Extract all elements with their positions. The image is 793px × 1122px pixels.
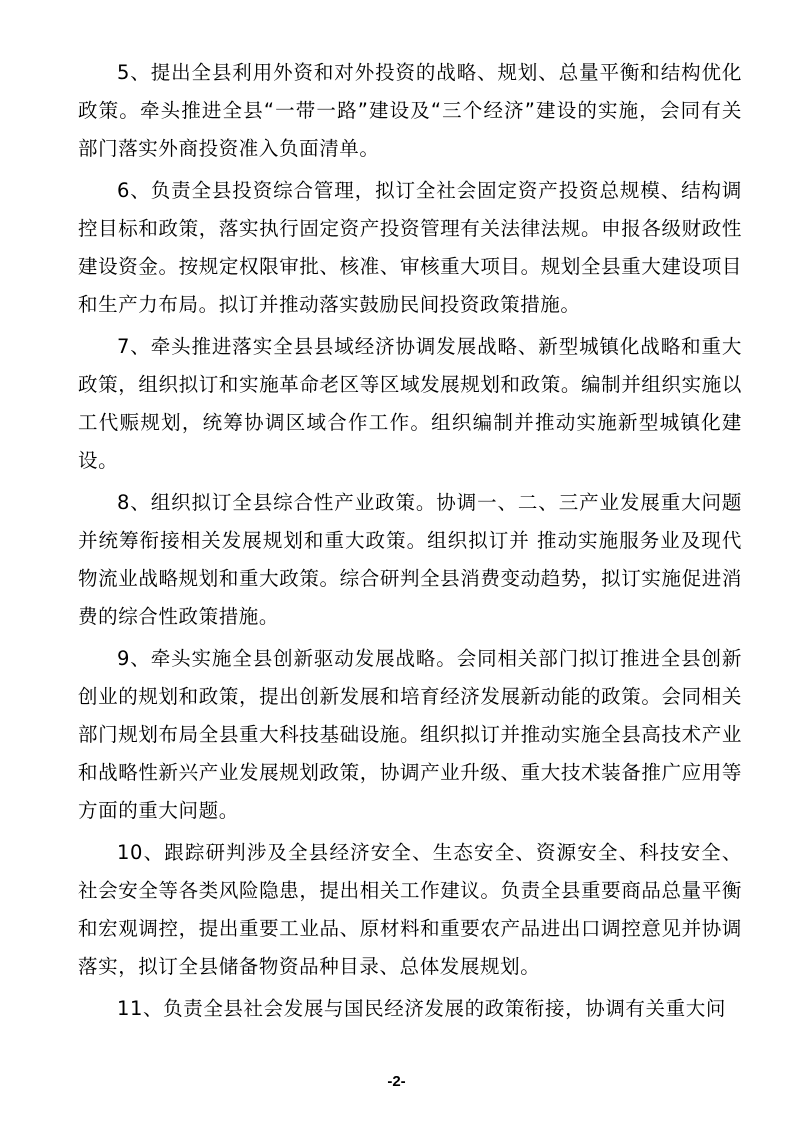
page-number: -2- <box>387 1073 406 1090</box>
paragraph-item-5: 5、提出全县利用外资和对外投资的战略、规划、总量平衡和结构优化政策。牵头推进全县“一带一路”建设及“三个经济”建设的实施，会同有关部门落实外商投资准入负面清单。 <box>78 61 742 160</box>
paragraph-item-7: 7、牵头推进落实全县县域经济协调发展战略、新型城镇化战略和重大政策，组织拟订和实施革命老区等区域发展规划和政策。编制并组织实施以工代赈规划，统筹协调区域合作工作。组织编制并推动实施新型城镇化建设。 <box>78 335 742 472</box>
paragraph-item-8: 8、组织拟订全县综合性产业政策。协调一、二、三产业发展重大问题并统筹衔接相关发展规划和重大政策。组织拟订并 推动实施服务业及现代物流业战略规划和重大政策。综合研判全县消费变动趋势，拟订实施促进消费的综合性政策措施。 <box>78 491 742 628</box>
paragraph-item-6: 6、负责全县投资综合管理，拟订全社会固定资产投资总规模、结构调控目标和政策，落实执行固定资产投资管理有关法律法规。申报各级财政性建设资金。按规定权限审批、核准、审核重大项目。规划全县重大建设项目和生产力布局。拟订并推动落实鼓励民间投资政策措施。 <box>78 179 742 316</box>
paragraph-item-9: 9、牵头实施全县创新驱动发展战略。会同相关部门拟订推进全县创新创业的规划和政策，提出创新发展和培育经济发展新动能的政策。会同相关部门规划布局全县重大科技基础设施。组织拟订并推动实施全县高技术产业和战略性新兴产业发展规划政策，协调产业升级、重大技术装备推广应用等方面的重大问题。 <box>78 647 742 822</box>
document-body <box>78 54 742 1032</box>
paragraph-item-10: 10、跟踪研判涉及全县经济安全、生态安全、资源安全、科技安全、社会安全等各类风险隐患，提出相关工作建议。负责全县重要商品总量平衡和宏观调控，提出重要工业品、原材料和重要农产品进出口调控意见并协调落实，拟订全县储备物资品种目录、总体发展规划。 <box>78 841 742 978</box>
paragraph-item-11: 11、负责全县社会发展与国民经济发展的政策衔接，协调有关重大问 <box>117 997 726 1020</box>
